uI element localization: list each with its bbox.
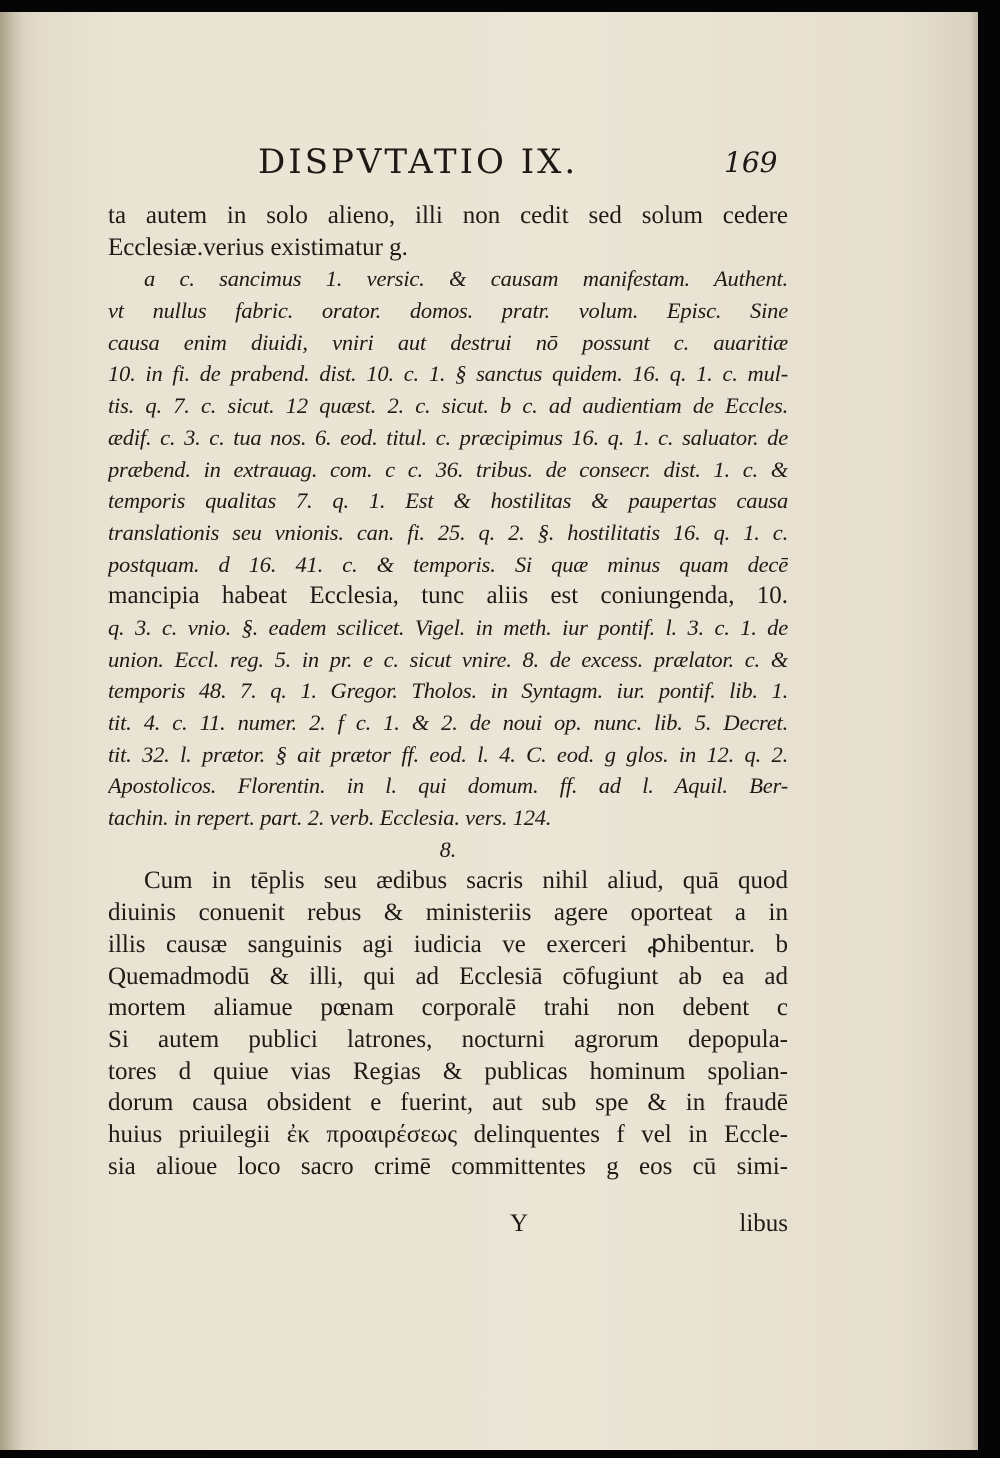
text-line: sia alioue loco sacro crimē committentes g eos cū simi- [108,1152,788,1180]
text-line: q. 3. c. vnio. §. eadem scilicet. Vigel. in meth. iur pontif. l. 3. c. 1. de [108,614,788,640]
text-line: tachin. in repert. part. 2. verb. Ecclesia. vers. 124. [108,805,552,831]
text-line: dorum causa obsident e fuerint, aut sub spe & in fraudē [108,1089,788,1117]
page-number: 169 [724,146,778,179]
text-line: causa enim diuidi, vniri aut destrui nō possunt c. auaritiæ [108,329,788,355]
text-line: ædif. c. 3. c. tua nos. 6. eod. titul. c. præcipimus 16. q. 1. c. saluator. de [108,424,788,450]
text-line: tit. 32. l. prætor. § ait prætor ff. eod. l. 4. C. eod. g glos. in 12. q. 2. [108,741,788,767]
text-line: tores d quiue vias Regias & publicas hominum spolian- [108,1057,788,1085]
text-line: mortem aliamue pœnam corporalē trahi non debent c [108,994,788,1022]
book-page [0,12,978,1450]
page-edge [970,12,978,1450]
text-block [108,200,788,1182]
page-gutter [0,12,22,1450]
text-line: huius priuilegii ἐκ προαιρέσεως delinquentes f vel in Eccle- [108,1120,788,1148]
text-line: diuinis conuenit rebus & ministeriis agere oporteat a in [108,899,788,927]
text-line: temporis qualitas 7. q. 1. Est & hostilitas & paupertas causa [108,488,788,514]
text-line: Apostolicos. Florentin. in l. qui domum. ff. ad l. Aquil. Ber- [108,773,788,799]
text-line: præbend. in extrauag. com. c c. 36. tribus. de consecr. dist. 1. c. & [108,456,788,482]
text-line: vt nullus fabric. orator. domos. pratr. volum. Episc. Sine [108,298,788,324]
page-footer [108,1210,788,1242]
text-line: Ecclesiæ.verius existimatur g. [108,233,408,261]
text-line: temporis 48. 7. q. 1. Gregor. Tholos. in Syntagm. iur. pontif. lib. 1. [108,678,788,704]
text-line: Cum in tēplis seu ædibus sacris nihil aliud, quā quod [144,867,788,895]
running-head: DISPVTATIO IX. [258,142,579,182]
text-line: translationis seu vnionis. can. fi. 25. q. 2. §. hostilitatis 16. q. 1. c. [108,519,788,545]
text-line: mancipia habeat Ecclesia, tunc aliis est coniungenda, 10. [108,582,788,610]
text-line: tit. 4. c. 11. numer. 2. f c. 1. & 2. de noui op. nunc. lib. 5. Decret. [108,710,788,735]
text-line: illis causæ sanguinis agi iudicia ve exerceri ꝓhibentur. b [108,930,788,958]
text-line: 8. [439,836,457,862]
text-line: union. Eccl. reg. 5. in pr. e c. sicut vnire. 8. de excess. prælator. c. & [108,646,788,672]
text-line: ta autem in solo alieno, illi non cedit sed solum cedere [108,202,788,229]
signature-mark: Y [510,1210,529,1237]
text-line: a c. sancimus 1. versic. & causam manifestam. Authent. [144,266,788,292]
text-line: Quemadmodū & illi, qui ad Ecclesiā cōfugiunt ab ea ad [108,962,788,990]
text-line: tis. q. 7. c. sicut. 12 quæst. 2. c. sicut. b c. ad audientiam de Eccles. [108,393,788,419]
catchword: libus [739,1210,788,1237]
text-line: postquam. d 16. 41. c. & temporis. Si quæ minus quam decē [108,551,788,577]
text-line: 10. in fi. de prabend. dist. 10. c. 1. § sanctus quidem. 16. q. 1. c. mul- [108,361,788,387]
text-line: Si autem publici latrones, nocturni agrorum depopula- [108,1025,788,1053]
